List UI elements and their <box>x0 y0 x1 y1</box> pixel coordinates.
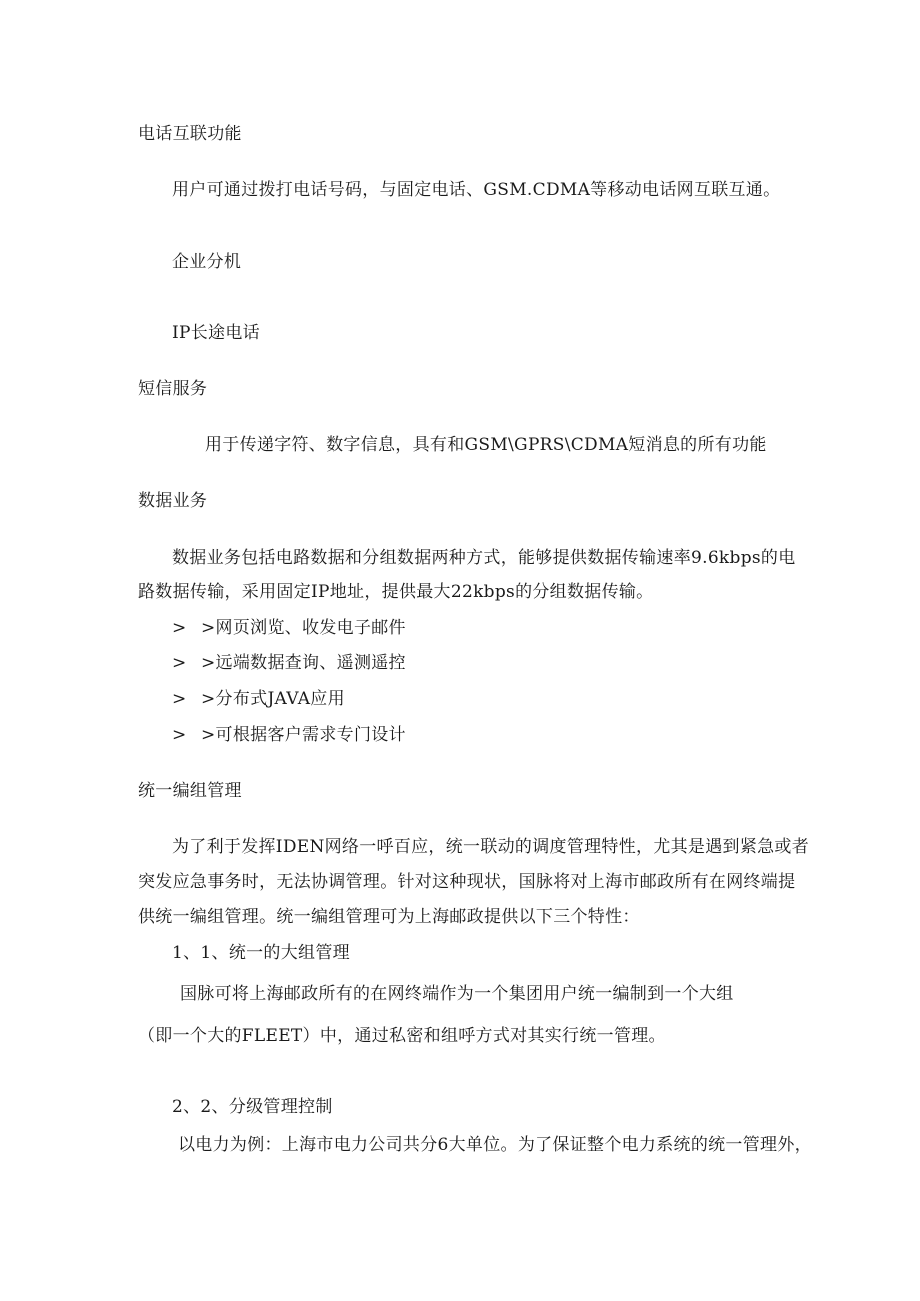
heading-unified-grouping: 统一编组管理 <box>138 781 242 801</box>
paragraph-data-service-line-2: 路数据传输，采用固定IP地址，提供最大22kbps的分组数据传输。 <box>138 582 654 602</box>
heading-telephone-interconnect: 电话互联功能 <box>138 124 242 144</box>
heading-sms-service: 短信服务 <box>138 379 208 399</box>
bullet-arrow-icon: > <box>172 618 187 638</box>
bullet-arrow-icon: > <box>172 725 187 745</box>
paragraph-sms-service: 用于传递字符、数字信息，具有和GSM\GPRS\CDMA短消息的所有功能 <box>205 435 767 455</box>
paragraph-unified-grouping-line-2: 突发应急事务时，无法协调管理。针对这种现状，国脉将对上海市邮政所有在网终端提 <box>138 872 796 892</box>
list-item: >网页浏览、收发电子邮件 <box>201 618 406 638</box>
bullet-arrow-icon: > <box>172 653 187 673</box>
paragraph-telephone-interconnect: 用户可通过拨打电话号码，与固定电话、GSM.CDMA等移动电话网互联互通。 <box>172 180 781 200</box>
item-text-unified-large-group-line-2: （即一个大的FLEET）中，通过私密和组呼方式对其实行统一管理。 <box>138 1026 666 1046</box>
item-text-hierarchical-control-line-1: 以电力为例：上海市电力公司共分6大单位。为了保证整个电力系统的统一管理外， <box>178 1135 812 1155</box>
item-text-unified-large-group-line-1: 国脉可将上海邮政所有的在网终端作为一个集团用户统一编制到一个大组 <box>180 984 734 1004</box>
paragraph-unified-grouping-line-3: 供统一编组管理。统一编组管理可为上海邮政提供以下三个特性： <box>138 907 640 927</box>
list-item: >远端数据查询、遥测遥控 <box>201 653 406 673</box>
paragraph-unified-grouping-line-1: 为了利于发挥IDEN网络一呼百应，统一联动的调度管理特性，尤其是遇到紧急或者 <box>172 837 810 857</box>
subitem-enterprise-extension: 企业分机 <box>172 252 242 272</box>
item-title-unified-large-group: 1、1、统一的大组管理 <box>172 943 350 963</box>
item-title-hierarchical-control: 2、2、分级管理控制 <box>172 1097 333 1117</box>
list-item: >可根据客户需求专门设计 <box>201 725 406 745</box>
bullet-arrow-icon: > <box>172 689 187 709</box>
subitem-ip-long-distance: IP长途电话 <box>172 323 260 343</box>
list-item: >分布式JAVA应用 <box>201 689 345 709</box>
heading-data-service: 数据业务 <box>138 491 208 511</box>
paragraph-data-service-line-1: 数据业务包括电路数据和分组数据两种方式，能够提供数据传输速率9.6kbps的电 <box>172 548 796 568</box>
